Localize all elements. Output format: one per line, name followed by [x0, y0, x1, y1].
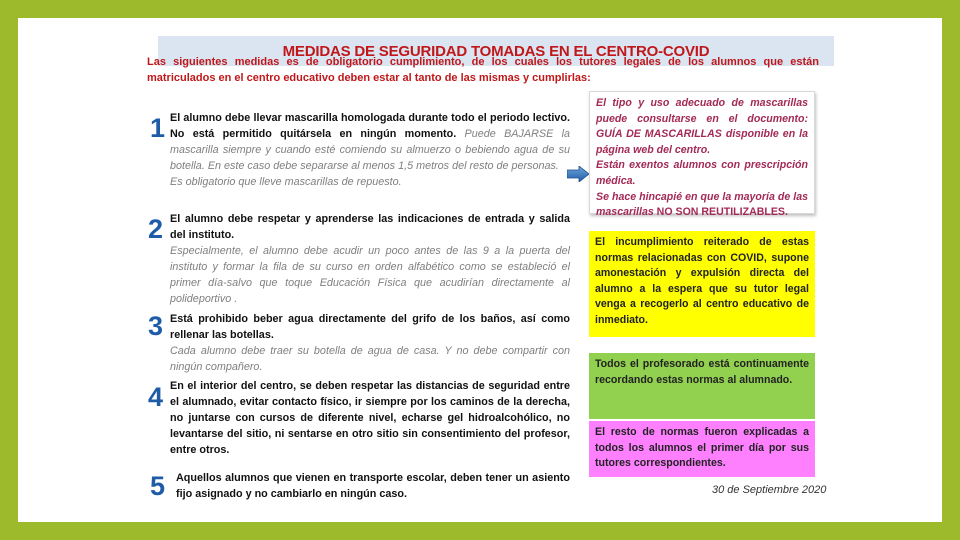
item-3	[170, 312, 570, 376]
item-3-note: Cada alumno debe traer su botella de agua de casa. Y no debe compartir con ningún compañero.	[170, 344, 570, 373]
intro-text: Las siguientes medidas es de obligatorio cumplimiento, de los cuales los tutores legales de los alumnos que están matriculados en el centro educativo deben estar al tanto de las mismas y cumplirlas:	[147, 56, 819, 84]
item-1	[170, 111, 570, 191]
item-5-main: Aquellos alumnos que vienen en transporte escolar, deben tener un asiento fijo asignado y no cambiarlo en ningún caso.	[176, 472, 570, 500]
item-2-note: Especialmente, el alumno debe acudir un poco antes de las 9 a la puerta del instituto y formar la fila de su curso en orden alfabético como se estableció el primer día-salvo que toque Educación Física que acudirían directamente al polideportivo .	[170, 244, 570, 305]
item-1-note2: Es obligatorio que lleve mascarillas de repuesto.	[170, 175, 402, 188]
item-1-main: El alumno debe llevar mascarilla homologada durante todo el periodo lectivo. No está permitido quitársela en ningún momento.	[170, 112, 570, 140]
item-number-3: 3	[148, 311, 164, 341]
item-2	[170, 212, 570, 307]
item-1-note: Puede BAJARSE la mascarilla siempre y cuando esté comiendo su almuerzo o bebiendo agua de su botella. En este caso debe separarse al menos 1,5 metros del resto de personas.	[170, 127, 570, 172]
warning-box: El incumplimiento reiterado de estas normas relacionadas con COVID, supone amonestación y expulsión directa del alumno a la espera que su tutor legal venga a recogerlo al centro educativo de inmediato.	[589, 231, 815, 337]
item-4	[170, 379, 570, 459]
item-5	[176, 471, 570, 503]
date-label: 30 de Septiembre 2020	[712, 484, 827, 496]
item-number-5: 5	[150, 471, 166, 501]
mask-info-box	[589, 91, 815, 219]
mask-info-reusable: NO SON REUTILIZABLES.	[656, 206, 788, 219]
page-title: MEDIDAS DE SEGURIDAD TOMADAS EN EL CENTRO-COVID	[282, 42, 710, 60]
mask-info-line1: El tipo y uso adecuado de mascarillas puede consultarse en el documento: GUÍA DE MASCARILLAS disponible en la página web del centro.	[596, 97, 808, 156]
item-number-4: 4	[148, 382, 164, 412]
item-4-main: En el interior del centro, se deben respetar las distancias de seguridad entre el alumnado, evitar contacto físico, ir siempre por los caminos de la derecha, no juntarse con cursos de diferente nivel, echarse gel hidroalcohólico, no levantarse del sitio, ni sentarse en otro sitio sin consentimiento del profesor, entre otros.	[170, 380, 570, 456]
mask-info-line3: Se hace hincapié en que la mayoría de las mascarillas	[596, 190, 808, 219]
other-rules-box: El resto de normas fueron explicadas a todos los alumnos el primer día por sus tutores correspondientes.	[589, 421, 815, 477]
staff-reminder-box: Todos el profesorado está continuamente recordando estas normas al alumnado.	[589, 353, 815, 419]
mask-info-line2: Están exentos alumnos con prescripción médica.	[596, 159, 808, 187]
item-number-1: 1	[150, 113, 166, 143]
item-number-2: 2	[148, 214, 164, 244]
item-3-main: Está prohibido beber agua directamente del grifo de los baños, así como rellenar las botellas.	[170, 313, 570, 341]
right-arrow-icon	[567, 166, 589, 182]
item-2-main: El alumno debe respetar y aprenderse las indicaciones de entrada y salida del instituto.	[170, 213, 570, 241]
